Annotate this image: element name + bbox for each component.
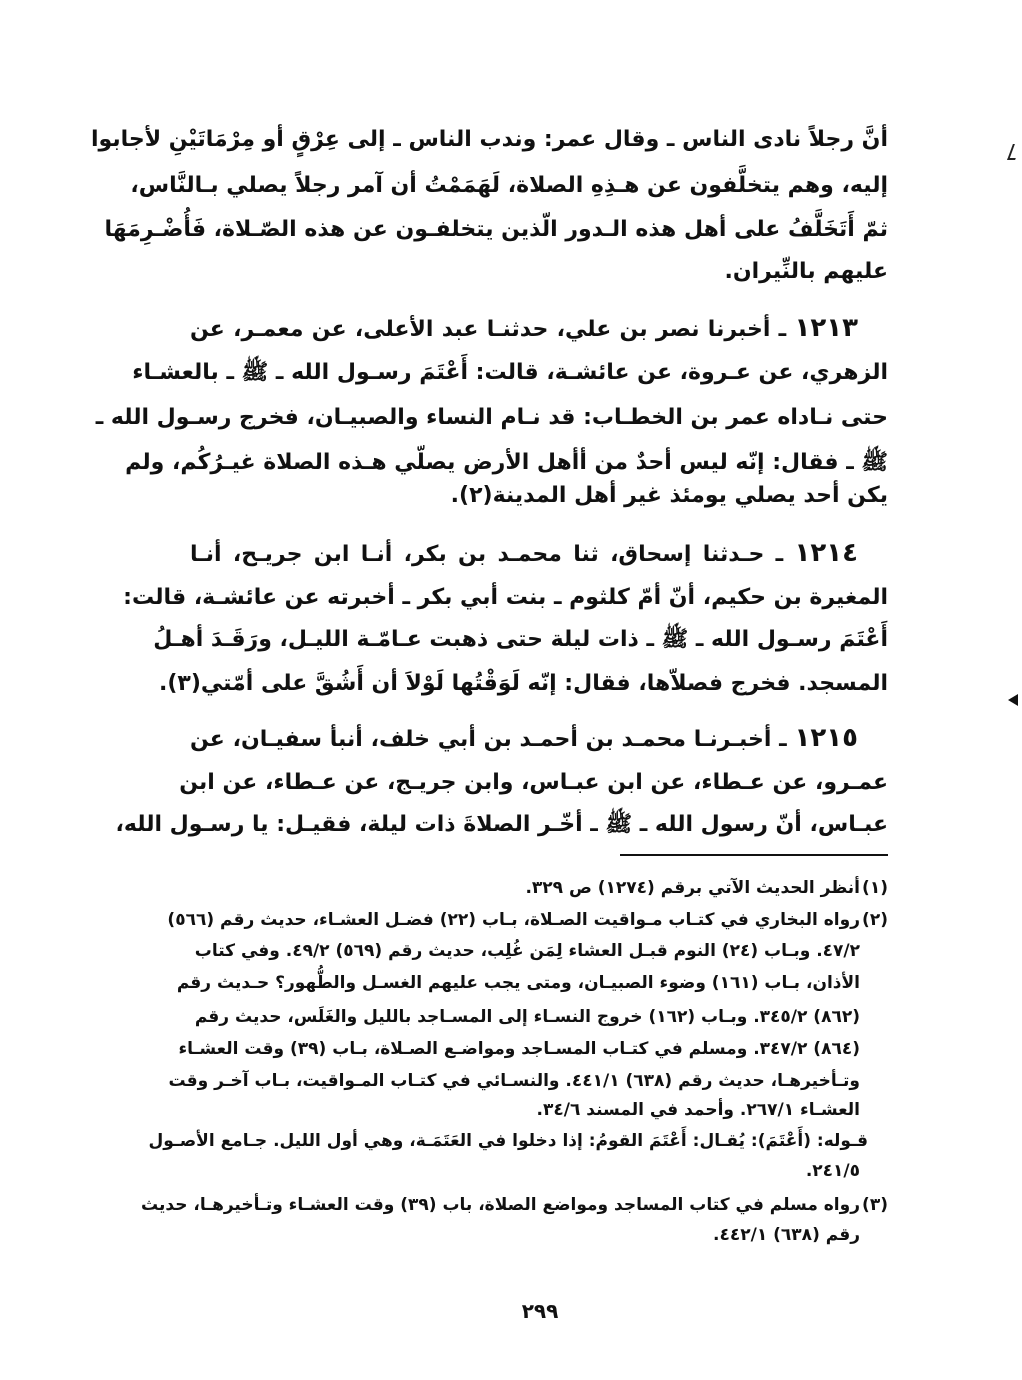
text-line: حتى نـاداه عمر بن الخطـاب: قد نـام النساء والصبيـان، فخرج رسـول الله ـ [95, 405, 888, 430]
footnote-line: رقم (٦٣٨) ٤٤٢/١. [713, 1225, 860, 1245]
footnote-line: (٨٦٢) ٣٤٥/٢. وبـاب (١٦٢) خروج النسـاء إلى المسـاجد بالليل والغَلَس، حديث رقم [194, 1007, 860, 1027]
text-segment: ـ أخبـرنـا محمـد بن أحمـد بن أبي خلف، أنبأ سفيـان، عن [190, 727, 787, 752]
text-line: ﷺ ـ فقال: إنّه ليس أحدٌ من أأهل الأرض يصلّي هـذه الصلاة غيـرُكُم، ولم [125, 450, 888, 475]
footnote-line: الأذان، بـاب (١٦١) وضوء الصبيـان، ومتى يجب عليهم الغسـل والطُّهور؟ حـديث رقم [176, 973, 860, 993]
footnote-marker: (٣) [862, 1195, 888, 1215]
hadith-number: ١٢١٥ [794, 723, 858, 753]
footnote-line: العشـاء ٢٦٧/١. وأحمد في المسند ٣٤/٦. [536, 1100, 860, 1120]
footnote-separator [620, 854, 888, 856]
footnote-note-line: قـوله: (أَعْتَمَ): يُقـال: أَعْتَمَ القومُ: إذا دخلوا في العَتَمَـة، وهي أول الليل. جـامع الأصـول [148, 1131, 868, 1151]
footnote-line: وتـأخيرهـا، حديث رقم (٦٣٨) ٤٤١/١. والنسـائي في كتـاب المـواقيت، بـاب آخـر وقت [168, 1071, 860, 1091]
hadith-number: ١٢١٤ [794, 538, 858, 568]
footnote-line: رواه البخاري في كتـاب مـواقيت الصـلاة، بـاب (٢٢) فضـل العشـاء، حديث رقم (٥٦٦) [167, 910, 860, 930]
scan-mark [1007, 144, 1021, 160]
text-line: إليه، وهم يتخلَّفون عن هـذِهِ الصلاة، لَهَمَمْتُ أن آمر رجلاً يصلي بـالنَّاس، [130, 173, 888, 198]
text-line: الزهري، عن عـروة، عن عائشـة، قالت: أَعْتَمَ رسـول الله ـ ﷺ ـ بالعشـاء [132, 360, 888, 385]
footnote-line: رواه مسلم في كتاب المساجد ومواضع الصلاة، باب (٣٩) وقت العشـاء وتـأخيرهـا، حديث [141, 1195, 860, 1215]
footnote-marker: (٢) [862, 910, 888, 930]
footnote-marker: (١) [862, 878, 888, 898]
scan-mark [1008, 694, 1018, 706]
text-line: عمـرو، عن عـطاء، عن ابن عبـاس، وابن جريـج، عن عـطاء، عن ابن [179, 770, 888, 795]
text-line: المغيرة بن حكيم، أنّ أمّ كلثوم ـ بنت أبي بكر ـ أخبرته عن عائشـة، قالت: [123, 585, 888, 610]
footnote-line: أنظر الحديث الآتي برقم (١٢٧٤) ص ٣٢٩. [525, 878, 860, 898]
text-line: أَعْتَمَ رسـول الله ـ ﷺ ـ ذات ليلة حتى ذهبت عـامّـة الليـل، ورَقَـدَ أهـلُ [153, 627, 888, 652]
text-segment: ـ حـدثنا إسحاق، ثنا محمـد بن بكر، أنـا ابن جريـح، أنـا [190, 542, 784, 567]
text-line: يكن أحد يصلي يومئذ غير أهل المدينة(٢). [450, 483, 888, 508]
text-line [190, 716, 858, 760]
text-segment: ـ أخبرنا نصر بن علي، حدثنـا عبد الأعلى، عن معمـر، عن [190, 317, 787, 342]
footnote-line: ٤٧/٢. وبـاب (٢٤) النوم قبـل العشاء لِمَن غُلِب، حديث رقم (٥٦٩) ٤٩/٢. وفي كتاب [194, 941, 860, 961]
text-line: ثمّ أَتَخَلَّفُ على أهل هذه الـدور الّذين يتخلفـون عن هذه الصّـلاة، فَأُضْـرِمَهَا [104, 217, 888, 242]
hadith-number: ١٢١٣ [794, 313, 858, 343]
text-line: عليهم بالنِّيران. [724, 259, 888, 284]
text-line [190, 306, 858, 350]
text-line: المسجد. فخرج فصلاّها، فقال: إنّه لَوَقْتُها لَوْلاَ أن أَشُقَّ على أمّتي(٣). [158, 671, 888, 696]
text-line: عبـاس، أنّ رسول الله ـ ﷺ ـ أخّـر الصلاةَ ذات ليلة، فقيـل: يا رسـول الله، [115, 812, 888, 837]
text-line: أنَّ رجلاً نادى الناس ـ وقال عمر: وندب الناس ـ إلى عِرْقٍ أو مِرْمَاتَيْنِ لأجابوا [90, 127, 888, 152]
page-number: ٢٩٩ [521, 1299, 559, 1323]
footnote-line: (٨٦٤) ٣٤٧/٢. ومسلم في كتـاب المسـاجد ومواضـع الصـلاة، بـاب (٣٩) وقت العشـاء [178, 1039, 860, 1059]
text-line [190, 531, 858, 575]
footnote-note-line: ٢٤١/٥. [805, 1161, 860, 1181]
